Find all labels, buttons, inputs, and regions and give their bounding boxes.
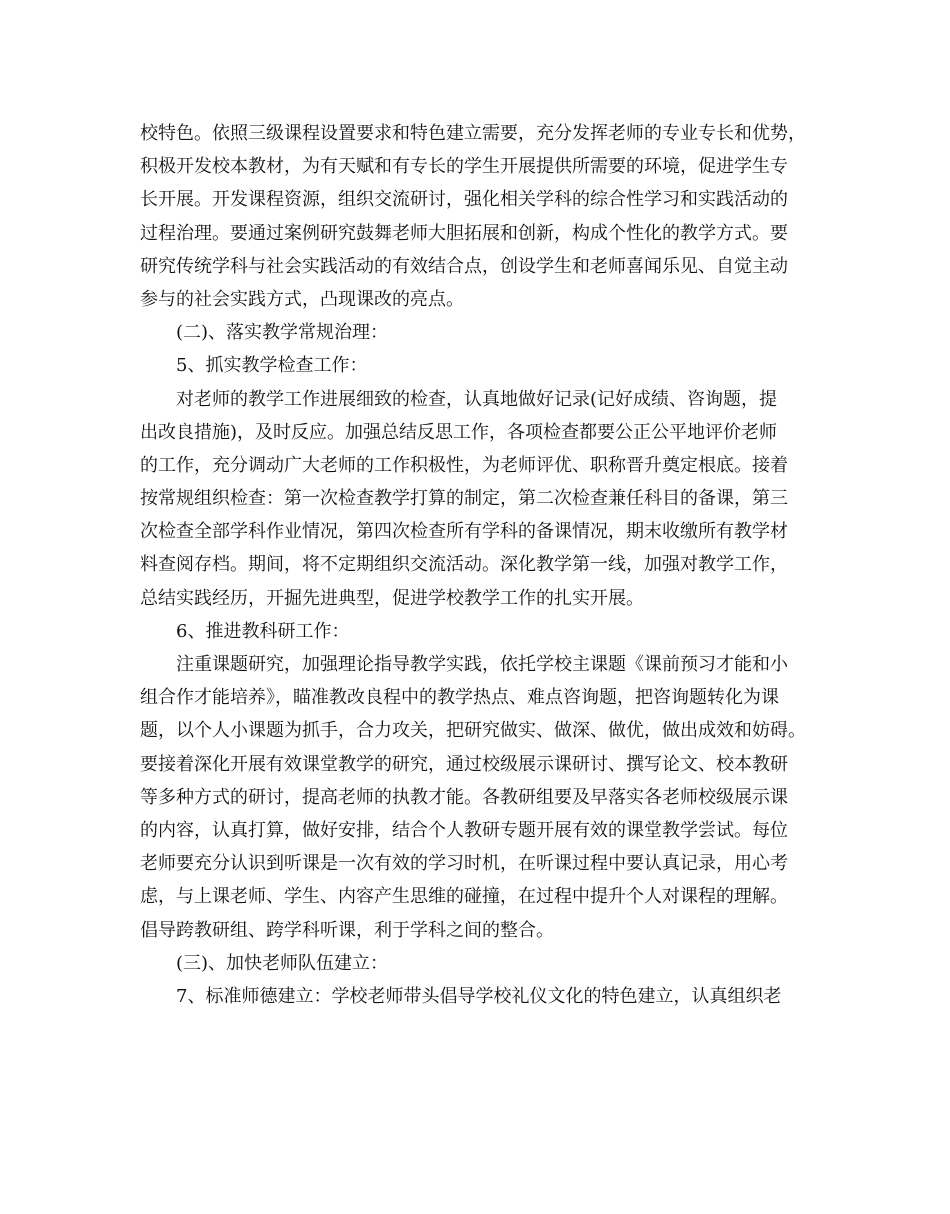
- paragraph-line: 长开展。开发课程资源，组织交流研讨，强化相关学科的综合性学习和实践活动的: [140, 189, 788, 211]
- paragraph-line: 料查阅存档。期间，将不定期组织交流活动。深化教学第一线，加强对教学工作，: [140, 554, 788, 576]
- paragraph-line: 老师要充分认识到听课是一次有效的学习时机，在听课过程中要认真记录，用心考: [140, 853, 788, 875]
- paragraph-line: 积极开发校本教材，为有天赋和有专长的学生开展提供所需要的环境，促进学生专: [140, 156, 788, 178]
- paragraph-line: 过程治理。要通过案例研究鼓舞老师大胆拓展和创新，构成个性化的教学方式。要: [140, 222, 788, 244]
- paragraph-line: 组合作才能培养》，瞄准教改良程中的教学热点、难点咨询题，把咨询题转化为课: [140, 687, 779, 709]
- paragraph-line: 研究传统学科与社会实践活动的有效结合点，创设学生和老师喜闻乐见、自觉主动: [140, 255, 788, 277]
- paragraph-line: 题，以个人小课题为抓手，合力攻关，把研究做实、做深、做优，做出成效和妨碍。: [140, 720, 806, 742]
- paragraph-line: 的内容，认真打算，做好安排，结合个人教研专题开展有效的课堂教学尝试。每位: [140, 819, 788, 841]
- paragraph-line: 对老师的教学工作进展细致的检查，认真地做好记录(记好成绩、咨询题，提: [176, 388, 778, 410]
- paragraph-line: 等多种方式的研讨，提高老师的执教才能。各教研组要及早落实各老师校级展示课: [140, 786, 788, 808]
- section-heading: (三)、加快老师队伍建立：: [176, 952, 389, 974]
- section-heading: (二)、落实教学常规治理：: [176, 322, 389, 344]
- paragraph-line: 校特色。依照三级课程设置要求和特色建立需要，充分发挥老师的专业专长和优势，: [140, 123, 806, 144]
- paragraph-line: 虑，与上课老师、学生、内容产生思维的碰撞，在过程中提升个人对课程的理解。: [140, 886, 788, 908]
- paragraph-line: 出改良措施)，及时反应。加强总结反思工作，各项检查都要公正公平地评价老师: [140, 421, 778, 443]
- subsection-heading: 6、推进教科研工作：: [176, 620, 350, 642]
- document-body: [140, 117, 820, 1013]
- paragraph-line: 按常规组织检查：第一次检查教学打算的制定，第二次检查兼任科目的备课，第三: [140, 488, 788, 510]
- paragraph-line: 参与的社会实践方式，凸现课改的亮点。: [140, 288, 464, 310]
- paragraph-line: 7、标准师德建立：学校老师带头倡导学校礼仪文化的特色建立，认真组织老: [176, 985, 782, 1007]
- paragraph-line: 次检查全部学科作业情况，第四次检查所有学科的备课情况，期末收缴所有教学材: [140, 521, 788, 543]
- paragraph-line: 要接着深化开展有效课堂教学的研究，通过校级展示课研讨、撰写论文、校本教研: [140, 753, 788, 775]
- paragraph-line: 注重课题研究，加强理论指导教学实践，依托学校主课题《课前预习才能和小: [176, 654, 788, 675]
- paragraph-line: 倡导跨教研组、跨学科听课，利于学科之间的整合。: [140, 919, 554, 941]
- paragraph-line: 总结实践经历，开掘先进典型，促进学校教学工作的扎实开展。: [140, 587, 644, 609]
- paragraph-line: 的工作，充分调动广大老师的工作积极性，为老师评优、职称晋升奠定根底。接着: [140, 454, 788, 476]
- subsection-heading: 5、抓实教学检查工作：: [176, 355, 368, 377]
